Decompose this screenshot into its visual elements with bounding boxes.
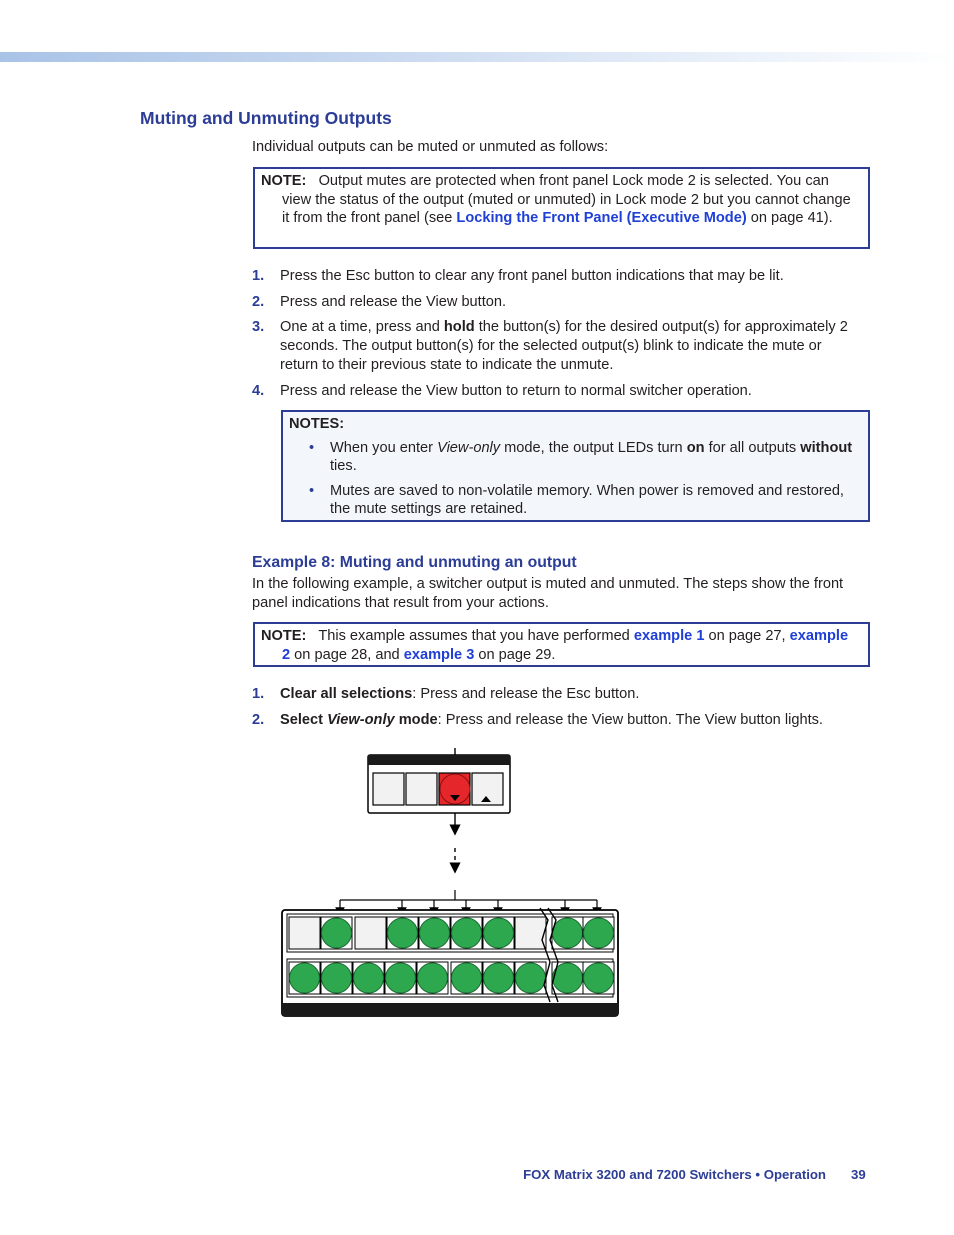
panel-button[interactable] xyxy=(406,773,437,805)
note-text-end: on page 41). xyxy=(746,210,833,226)
page-number: 39 xyxy=(851,1167,866,1182)
example-intro: In the following example, a switcher output is muted and unmuted. The steps show the front panel indications that result from your actions. xyxy=(252,576,844,611)
input-led-green xyxy=(418,963,448,993)
step-number: 3. xyxy=(252,319,265,335)
output-button[interactable] xyxy=(289,917,320,949)
example-1-link[interactable]: example 1 xyxy=(633,628,705,644)
step-number: 2. xyxy=(252,294,265,310)
notes-bullet-1: • When you enter View-only mode, the output LEDs turn on for all outputs without ties. xyxy=(309,439,853,474)
output-row xyxy=(289,917,614,949)
output-led-green xyxy=(420,918,450,948)
front-panel-diagram xyxy=(270,740,630,1025)
locking-front-panel-link[interactable]: Locking the Front Panel (Executive Mode) xyxy=(456,210,747,226)
note-box-2: NOTE: This example assumes that you have performed example 1 on page 27, example 2 on page 28, and example 3 on page 29. xyxy=(253,622,870,667)
step-text: Clear all selections: Press and release the Esc button. xyxy=(280,686,640,702)
step-1 xyxy=(252,267,862,286)
input-row xyxy=(289,962,614,994)
input-led-green xyxy=(322,963,352,993)
step-number: 1. xyxy=(252,268,265,284)
notes-label: NOTES: xyxy=(289,416,345,432)
output-button[interactable] xyxy=(515,917,546,949)
bullet-icon: • xyxy=(309,482,315,499)
input-led-green xyxy=(452,963,482,993)
notes-box xyxy=(281,410,870,522)
output-led-green xyxy=(484,918,514,948)
output-led-green xyxy=(322,918,352,948)
example-step-1 xyxy=(252,685,882,704)
output-led-green xyxy=(584,918,614,948)
step-3 xyxy=(252,318,862,375)
output-indicator-lines xyxy=(340,890,597,912)
step-number: 4. xyxy=(252,383,265,399)
output-led-green xyxy=(553,918,583,948)
step-number: 2. xyxy=(252,712,265,728)
bullet-icon: • xyxy=(309,439,315,456)
step-number: 1. xyxy=(252,686,265,702)
step-2 xyxy=(252,293,862,312)
step-text: Select View-only mode: Press and release the View button. The View button lights. xyxy=(280,712,823,728)
example-2-link[interactable]: example 2 xyxy=(282,628,849,663)
input-led-green xyxy=(354,963,384,993)
example-3-link[interactable]: example 3 xyxy=(403,646,475,663)
output-button[interactable] xyxy=(355,917,386,949)
input-led-green xyxy=(386,963,416,993)
intro-text: Individual outputs can be muted or unmuted as follows: xyxy=(252,139,609,155)
notes-bullet-2: • Mutes are saved to non-volatile memory. When power is removed and restored, the mute settings are retained. xyxy=(309,482,844,517)
note-text: Output mutes are protected when front panel Lock mode 2 is selected. You can view the status of the output (muted or unmuted) in Lock mode 2 but you cannot change it from the front panel (see xyxy=(282,173,851,226)
panel-button[interactable] xyxy=(373,773,404,805)
input-led-green xyxy=(290,963,320,993)
step-text: Press and release the View button. xyxy=(280,294,507,310)
step-text: One at a time, press and hold the button(s) for the desired output(s) for approximately 2 seconds. The output button(s) for the selected output(s) blink to indicate the mute or return to their previous state to indicate the unmute. xyxy=(280,319,848,373)
example-step-2 xyxy=(252,711,882,730)
step-text: Press the Esc button to clear any front panel button indications that may be lit. xyxy=(280,268,784,284)
header-bar xyxy=(0,52,954,62)
example-title: Example 8: Muting and unmuting an output xyxy=(252,554,577,571)
section-title: Muting and Unmuting Outputs xyxy=(140,108,392,128)
note-label: NOTE: xyxy=(261,173,307,189)
control-panel xyxy=(368,748,510,830)
step-4 xyxy=(252,382,862,401)
note-label: NOTE: xyxy=(261,628,307,644)
input-led-green xyxy=(484,963,514,993)
step-text: Press and release the View button to return to normal switcher operation. xyxy=(280,383,752,399)
footer-title: FOX Matrix 3200 and 7200 Switchers • Operation xyxy=(523,1167,826,1182)
output-led-green xyxy=(388,918,418,948)
input-led-green xyxy=(516,963,546,993)
input-led-green xyxy=(584,963,614,993)
output-led-green xyxy=(452,918,482,948)
note-box xyxy=(253,167,870,249)
